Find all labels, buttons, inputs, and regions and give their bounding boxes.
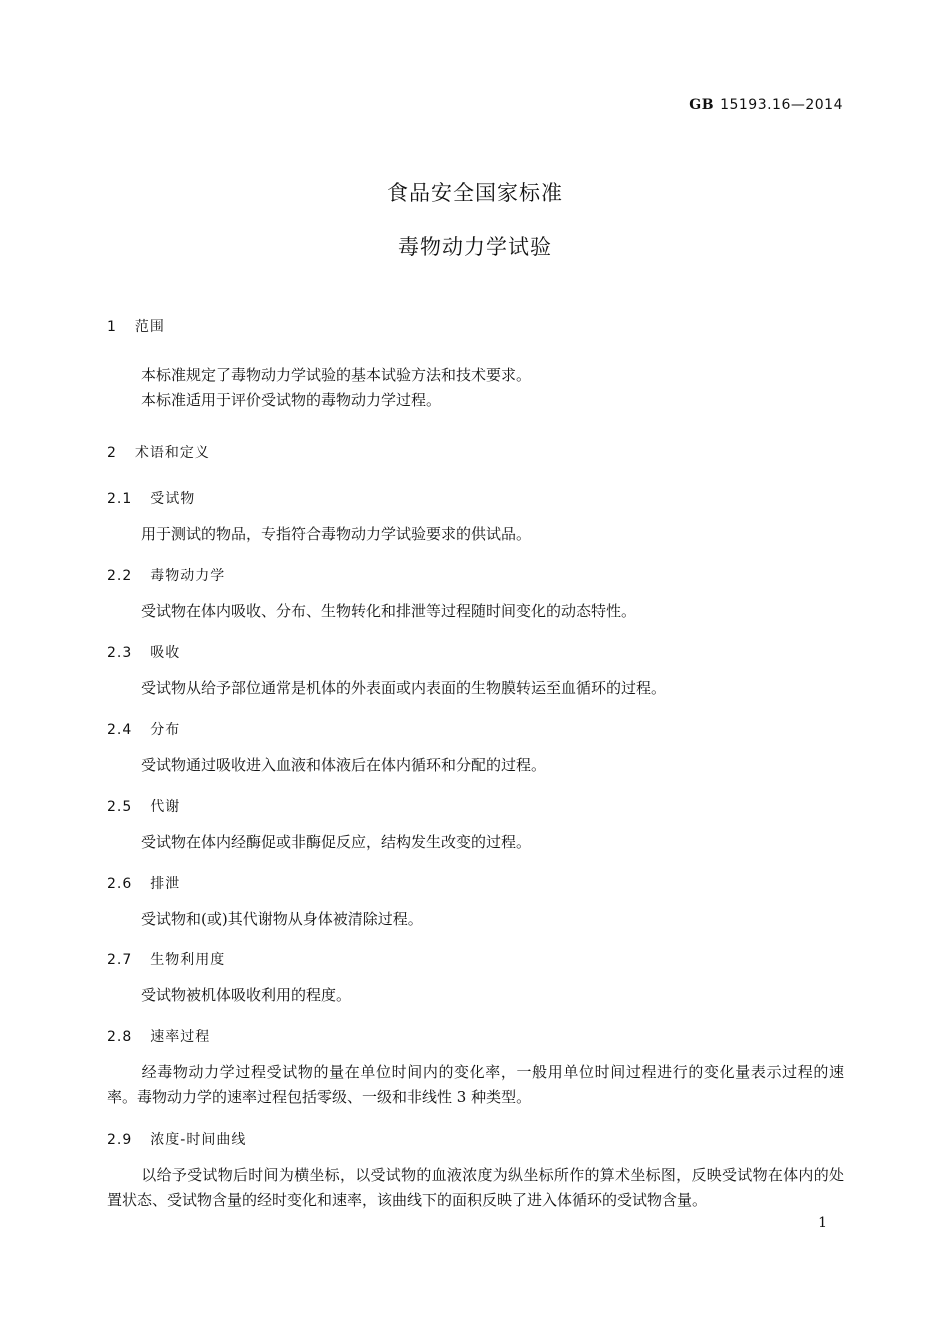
term-definition-2-3: 受试物从给予部位通常是机体的外表面或内表面的生物膜转运至血循环的过程。 <box>141 679 667 697</box>
term-number: 2.2 <box>107 568 133 584</box>
term-definition-2-6: 受试物和(或)其代谢物从身体被清除过程。 <box>141 910 423 928</box>
standard-prefix: GB <box>689 97 715 113</box>
term-definition-2-8: 经毒物动力学过程受试物的量在单位时间内的变化率，一般用单位时间过程进行的变化量表示过程的速率。毒物动力学的速率过程包括零级、一级和非线性 3 种类型。 <box>107 1063 844 1106</box>
scope-paragraph-2: 本标准适用于评价受试物的毒物动力学过程。 <box>141 391 442 409</box>
term-title: 排泄 <box>150 876 181 892</box>
page-number: 1 <box>818 1215 827 1231</box>
section-heading-2 <box>107 442 210 462</box>
term-definition-2-2: 受试物在体内吸收、分布、生物转化和排泄等过程随时间变化的动态特性。 <box>141 602 637 620</box>
term-title: 吸收 <box>150 645 181 661</box>
standard-number: 15193.16—2014 <box>720 97 843 113</box>
document-subtitle: 毒物动力学试验 <box>398 235 552 259</box>
term-definition-2-4: 受试物通过吸收进入血液和体液后在体内循环和分配的过程。 <box>141 756 547 774</box>
term-number: 2.9 <box>107 1132 133 1148</box>
section-title: 术语和定义 <box>134 445 210 461</box>
document-title: 食品安全国家标准 <box>387 181 563 205</box>
term-definition-2-9: 以给予受试物后时间为横坐标，以受试物的血液浓度为纵坐标所作的算术坐标图，反映受试物在体内的处置状态、受试物含量的经时变化和速率，该曲线下的面积反映了进入体循环的受试物含量。 <box>107 1166 844 1209</box>
term-number: 2.6 <box>107 876 133 892</box>
section-heading-1 <box>107 316 165 336</box>
standard-code <box>689 97 843 113</box>
term-heading-2-7 <box>107 949 225 969</box>
term-title: 生物利用度 <box>150 952 226 968</box>
term-heading-2-9 <box>107 1129 246 1149</box>
term-number: 2.8 <box>107 1029 133 1045</box>
term-heading-2-3 <box>107 642 180 662</box>
term-heading-2-2 <box>107 565 225 585</box>
term-heading-2-8 <box>107 1026 210 1046</box>
term-title: 分布 <box>150 722 181 738</box>
term-heading-2-5 <box>107 796 180 816</box>
term-title: 浓度-时间曲线 <box>150 1132 247 1148</box>
term-title: 毒物动力学 <box>150 568 226 584</box>
term-definition-2-7: 受试物被机体吸收利用的程度。 <box>141 986 352 1004</box>
section-title: 范围 <box>134 319 165 335</box>
term-definition-2-1: 用于测试的物品，专指符合毒物动力学试验要求的供试品。 <box>141 525 532 543</box>
term-heading-2-6 <box>107 873 180 893</box>
term-number: 2.1 <box>107 491 133 507</box>
term-number: 2.7 <box>107 952 133 968</box>
term-definition-2-5: 受试物在体内经酶促或非酶促反应，结构发生改变的过程。 <box>141 833 532 851</box>
term-number: 2.3 <box>107 645 133 661</box>
section-number: 1 <box>107 319 117 335</box>
term-number: 2.4 <box>107 722 133 738</box>
term-heading-2-1 <box>107 488 195 508</box>
term-number: 2.5 <box>107 799 133 815</box>
term-heading-2-4 <box>107 719 180 739</box>
term-title: 速率过程 <box>150 1029 211 1045</box>
scope-paragraph-1: 本标准规定了毒物动力学试验的基本试验方法和技术要求。 <box>141 366 532 384</box>
term-title: 受试物 <box>150 491 196 507</box>
section-number: 2 <box>107 445 117 461</box>
term-title: 代谢 <box>150 799 181 815</box>
